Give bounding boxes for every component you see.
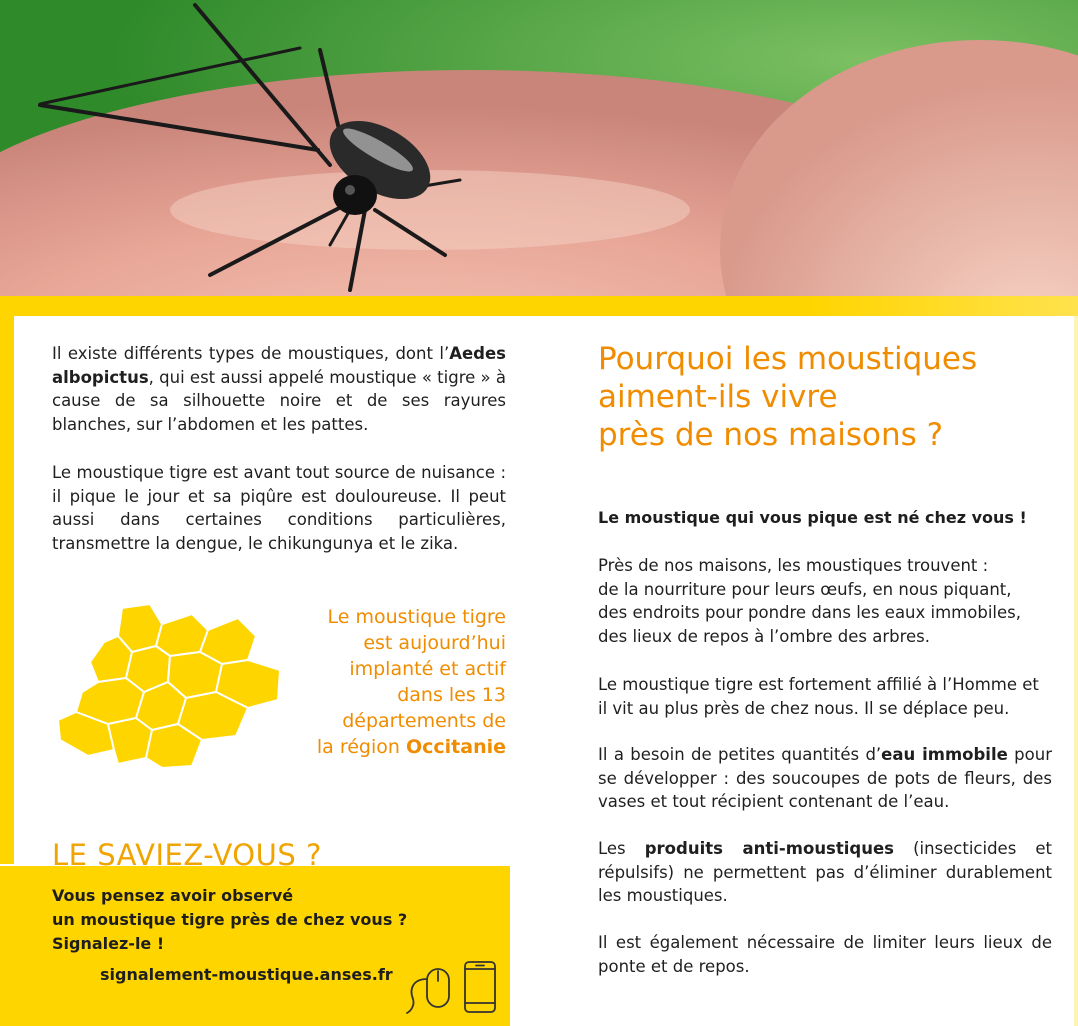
affilie-line: Le moustique tigre est fortement affilié à l’Homme et [598,675,1039,694]
habitat-line: des endroits pour pondre dans les eaux immobiles, [598,603,1021,622]
callout-line: dans les 13 [397,684,506,706]
habitat-line: des lieux de repos à l’ombre des arbres. [598,626,930,646]
report-url-link[interactable]: signalement-moustique.anses.fr [100,965,393,984]
occitanie-callout [296,604,506,760]
habitat-line: de la nourriture pour leurs œufs, en nous piquant, [598,579,1012,599]
heading-line: près de nos maisons ? [598,417,944,453]
eau-paragraph [598,743,1052,814]
produits-text-start: Les [598,839,645,858]
callout-line: est aujourd’hui [363,632,506,654]
callout-line: départements de [342,710,506,732]
report-line: un moustique tigre près de chez vous ? [52,910,408,929]
heading-line: Pourquoi les moustiques [598,341,978,377]
intro-text-end: , qui est aussi appelé moustique « tigre » à cause de sa silhouette noire et de ses rayures blanches, sur l’abdomen et les pattes. [52,367,506,434]
heading-line: aiment-ils vivre [598,379,838,415]
report-line: Signalez-le ! [52,934,165,953]
produits-paragraph [598,837,1052,908]
habitat-list [598,554,1052,648]
callout-line: implanté et actif [349,658,506,680]
nuisance-paragraph: Le moustique tigre est avant tout source de nuisance : il pique le jour et sa piqûre est douloureuse. Il peut aussi dans certaines conditions particulières, transmettre la dengue, le chikungunya et le zika. [52,463,506,553]
subheading: Le moustique qui vous pique est né chez vous ! [598,508,1027,527]
intro-text-start: Il existe différents types de moustiques, dont l’ [52,344,450,363]
affilie-line: il vit au plus près de chez nous. Il se déplace peu. [598,698,1010,718]
produits-text-end: (insecticides et répulsifs) ne permettent pas d’éliminer durablement les moustiques. [598,839,1052,905]
eau-text-start: Il a besoin de petites quantités d’ [598,745,882,764]
callout-last-line [296,734,506,760]
eau-bold: eau immobile [881,745,1008,764]
affilie-paragraph [598,673,1052,720]
yellow-band-right [1074,316,1078,1026]
yellow-band-left [0,316,14,864]
intro-paragraph [52,342,506,436]
eau-text-end: pour se développer : des soucoupes de pots de fleurs, des vases et tout récipient contenant de l’eau. [598,745,1052,811]
report-prompt [52,884,492,956]
mosquito-illustration [0,0,1078,296]
species-name: Aedes albopictus [52,344,506,387]
report-line: Vous pensez avoir observé [52,886,294,905]
habitat-line: Près de nos maisons, les moustiques trouvent : [598,556,989,575]
callout-line: Le moustique tigre [327,606,506,628]
callout-region-name: Occitanie [405,736,506,758]
page-heading [598,340,1038,454]
occitanie-map [52,600,284,772]
saviez-vous-title: LE SAVIEZ-VOUS ? [52,838,322,866]
yellow-band-top [0,296,1078,316]
mouse-icon [405,959,453,1015]
produits-bold: produits anti-moustiques [644,839,894,858]
callout-region-prefix: la région [316,736,406,758]
smartphone-icon [463,960,497,1014]
ponte-paragraph: Il est également nécessaire de limiter leurs lieux de ponte et de repos. [598,933,1052,976]
hero-photo-mosquito [0,0,1078,296]
